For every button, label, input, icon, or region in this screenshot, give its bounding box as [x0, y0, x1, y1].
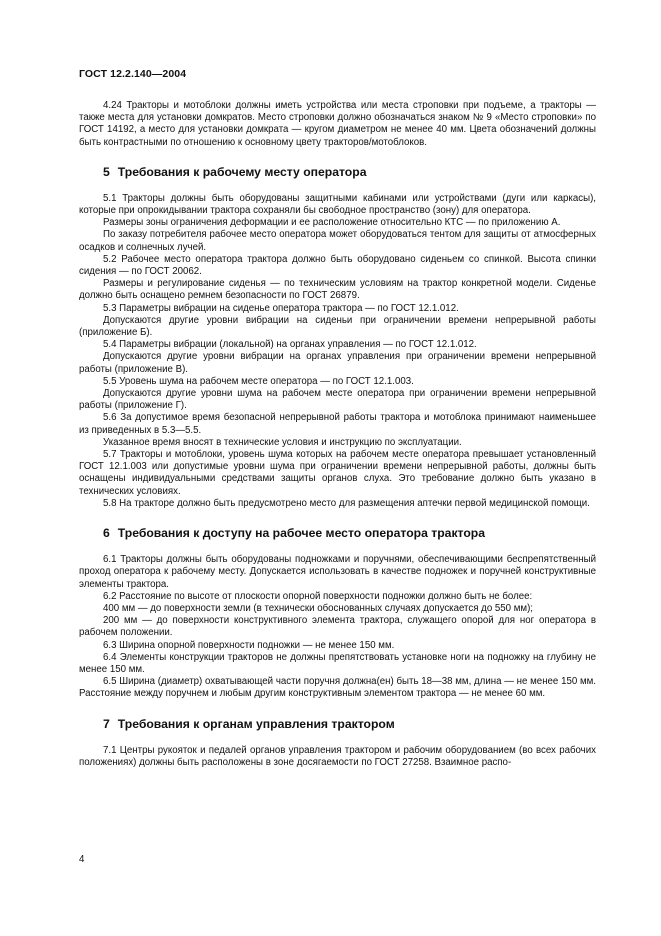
paragraph: 6.3 Ширина опорной поверхности подножки — не менее 150 мм. [103, 639, 395, 651]
section-title: Требования к рабочему месту оператора [117, 164, 367, 179]
paragraph: 6.4 Элементы конструкции тракторов не должны препятствовать установке ноги на подножку на глубину не менее 150 мм. [79, 651, 596, 675]
section-heading-6 [103, 526, 596, 540]
paragraph: 5.3 Параметры вибрации на сиденье оператора трактора — по ГОСТ 12.1.012. [103, 302, 459, 314]
paragraph: 5.8 На тракторе должно быть предусмотрено место для размещения аптечки первой медицинской помощи. [103, 497, 590, 509]
paragraph: 7.1 Центры рукояток и педалей органов управления трактором и рабочим оборудованием (во всех рабочих положениях) должны быть расположены в зоне досягаемости по ГОСТ 27258. Взаимное распо- [79, 744, 596, 768]
paragraph: Указанное время вносят в технические условия и инструкцию по эксплуатации. [103, 436, 462, 448]
paragraph: 5.7 Тракторы и мотоблоки, уровень шума которых на рабочем месте оператора превышает установленный ГОСТ 12.1.003 или допустимые уровни шума при ограничении времени непрерывной работы, должны быть оснащены индивидуальными средствами защиты органов слуха. Это требование должно быть указано в технических условиях. [79, 449, 596, 497]
section-number: 7 [103, 716, 110, 731]
paragraph: 5.4 Параметры вибрации (локальной) на органах управления — по ГОСТ 12.1.012. [103, 339, 477, 351]
paragraph: 5.6 За допустимое время безопасной непрерывной работы трактора и мотоблока принимают наименьшее из приведенных в 5.3—5.5. [79, 412, 596, 436]
section-number: 5 [103, 164, 110, 179]
document-body [79, 100, 596, 769]
section-title: Требования к доступу на рабочее место оператора трактора [117, 526, 486, 541]
section-title: Требования к органам управления трактором [117, 716, 395, 731]
paragraph: 5.1 Тракторы должны быть оборудованы защитными кабинами или устройствами (дуги или каркасы), которые при опрокидывании трактора сохраняли бы свободное пространство (зону) для оператора. [79, 192, 596, 217]
paragraph: 400 мм — до поверхности земли (в технически обоснованных случаях допускается до 550 мм); [103, 602, 533, 614]
section-heading-7 [103, 717, 596, 731]
paragraph: 200 мм — до поверхности конструктивного элемента трактора, служащего опорой для ног оператора в рабочем положении. [79, 615, 596, 639]
paragraph: 6.1 Тракторы должны быть оборудованы подножками и поручнями, обеспечивающими беспрепятственный проход оператора к рабочему месту. Допускается использовать в качестве подножек и поручней конструктивные элементы трактора. [79, 554, 596, 590]
paragraph: 6.5 Ширина (диаметр) охватывающей части поручня должна(ен) быть 18—38 мм, длина — не менее 150 мм. Расстояние между поручнем и любым другим конструктивным элементом трактора — не менее 60 мм. [79, 676, 596, 700]
paragraph: Допускаются другие уровни вибрации на органах управления при ограничении времени непрерывной работы (приложение В). [79, 351, 596, 375]
paragraph: Допускаются другие уровни шума на рабочем месте оператора при ограничении времени непрерывной работы (приложение Г). [79, 388, 596, 412]
paragraph: 6.2 Расстояние по высоте от плоскости опорной поверхности подножки должно быть не более: [103, 590, 533, 602]
standard-code-header: ГОСТ 12.2.140—2004 [79, 68, 187, 80]
paragraph: Размеры зоны ограничения деформации и ее расположение относительно КТС — по приложению А. [103, 217, 561, 229]
section-number: 6 [103, 526, 110, 541]
paragraph: Допускаются другие уровни вибрации на сиденьи при ограничении времени непрерывной работы (приложение Б). [79, 314, 596, 339]
paragraph: Размеры и регулирование сиденья — по техническим условиям на трактор конкретной модели. Сиденье должно быть оснащено ремнем безопасности по ГОСТ 26879. [79, 278, 596, 302]
paragraph: По заказу потребителя рабочее место оператора может оборудоваться тентом для защиты от атмосферных осадков и солнечных лучей. [79, 229, 596, 253]
section-heading-5 [103, 165, 596, 179]
page-number: 4 [79, 854, 85, 865]
paragraph: 4.24 Тракторы и мотоблоки должны иметь устройства или места строповки при подъеме, а тракторы — также места для установки домкратов. Место строповки должно обозначаться знаком № 9 «Место строповки» по ГОСТ 14192, а место для установки домкрата — кругом диаметром не менее 40 мм. Цвета обозначений должны быть контрастными по отношению к основному цвету тракторов/мотоблоков. [79, 100, 596, 148]
paragraph: 5.2 Рабочее место оператора трактора должно быть оборудовано сиденьем со спинкой. Высота спинки сидения — по ГОСТ 20062. [79, 253, 596, 278]
paragraph: 5.5 Уровень шума на рабочем месте оператора — по ГОСТ 12.1.003. [103, 375, 414, 387]
